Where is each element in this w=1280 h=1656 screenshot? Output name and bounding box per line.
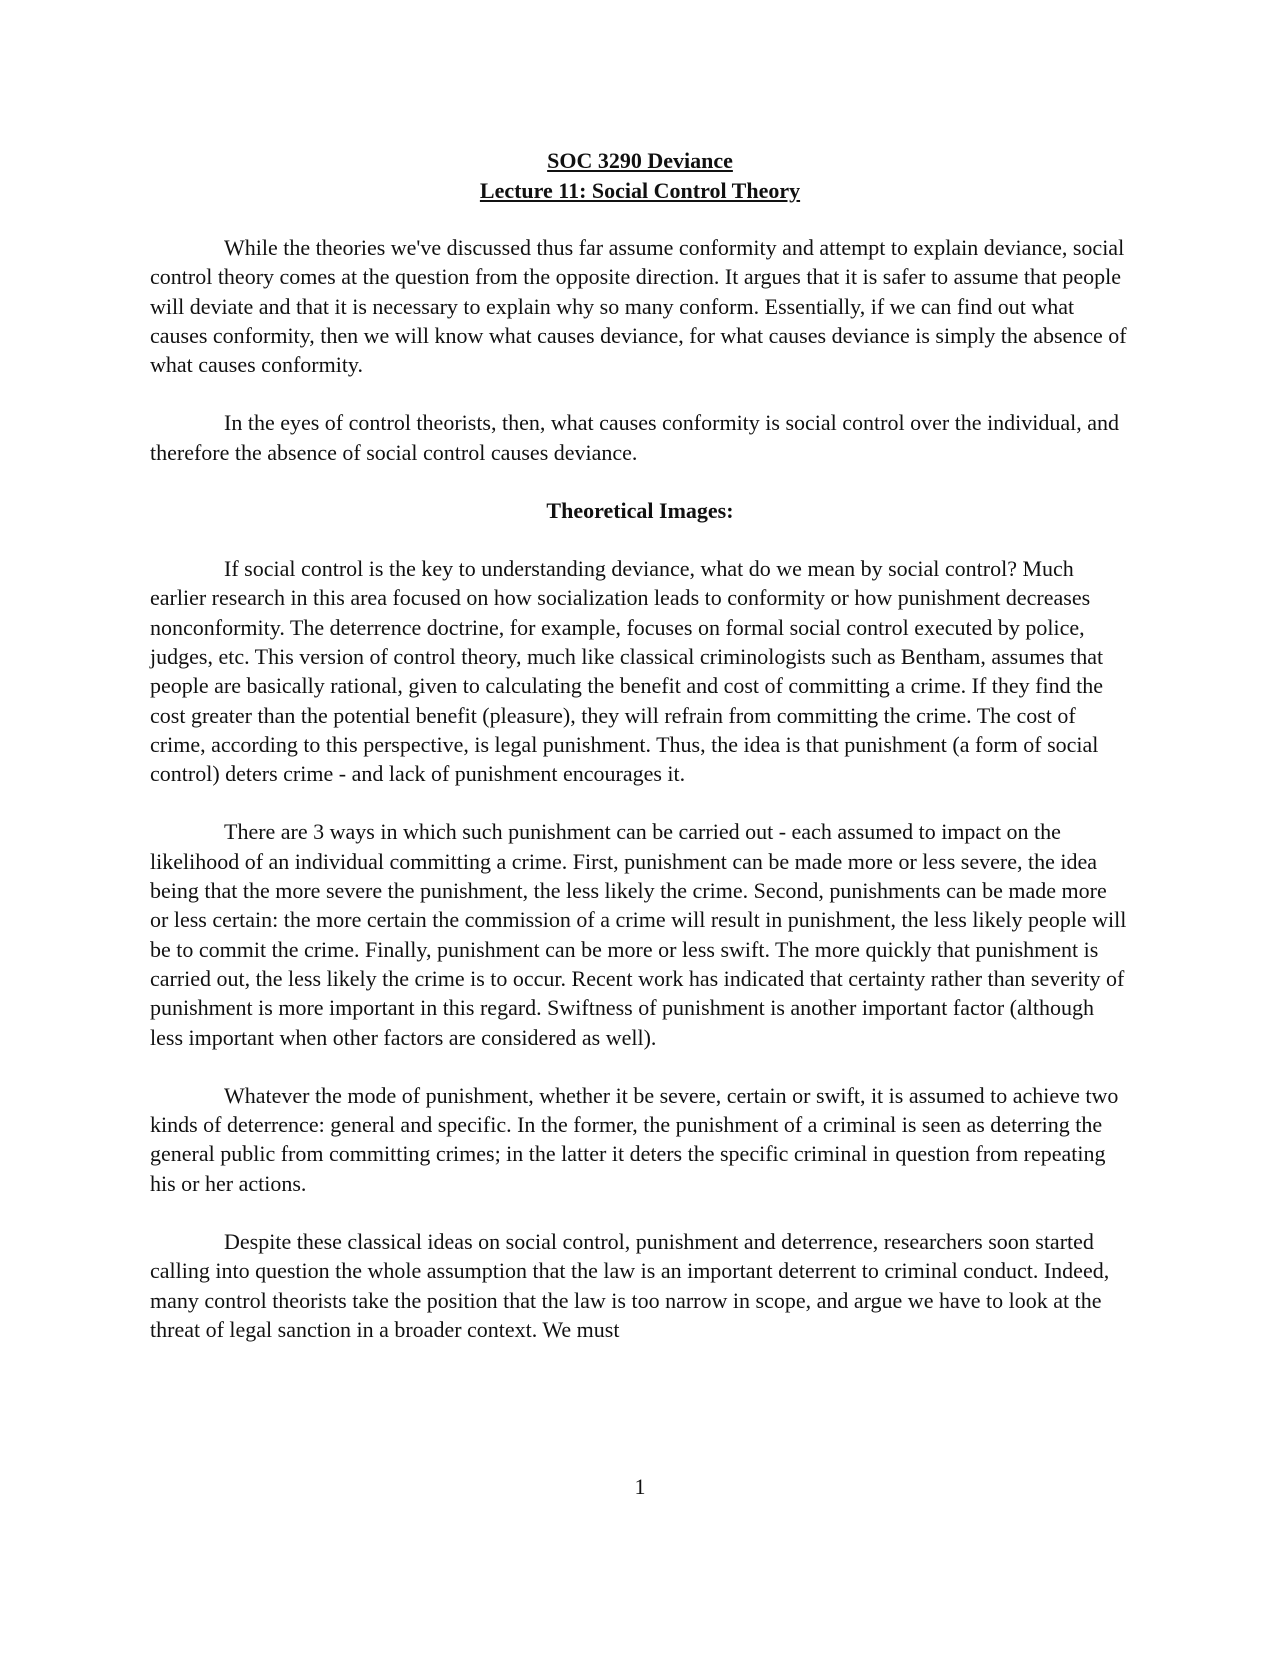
paragraph: There are 3 ways in which such punishment can be carried out - each assumed to impact on the likelihood of an individual committing a crime. First, punishment can be made more or less severe, the idea being that the more severe the punishment, the less likely the crime. Second, punishments can be made more or less certain: the more certain the commission of a crime will result in punishment, the less likely people will be to commit the crime. Finally, punishment can be more or less swift. The more quickly that punishment is carried out, the less likely the crime is to occur. Recent work has indicated that certainty rather than severity of punishment is more important in this regard. Swiftness of punishment is another important factor (although less important when other factors are considered as well).	[150, 819, 1127, 1050]
title-block	[150, 146, 1130, 206]
page-number: 1	[634, 1474, 646, 1499]
paragraph: In the eyes of control theorists, then, what causes conformity is social control over the individual, and therefore the absence of social control causes deviance.	[150, 410, 1120, 465]
paragraph: While the theories we've discussed thus far assume conformity and attempt to explain deviance, social control theory comes at the question from the opposite direction. It argues that it is safer to assume that people will deviate and that it is necessary to explain why so many conform. Essentially, if we can find out what causes conformity, then we will know what causes deviance, for what causes deviance is simply the absence of what causes conformity.	[150, 235, 1127, 378]
section-heading: Theoretical Images:	[546, 498, 734, 524]
paragraph: Despite these classical ideas on social control, punishment and deterrence, researchers soon started calling into question the whole assumption that the law is an important deterrent to criminal conduct. Indeed, many control theorists take the position that the law is too narrow in scope, and argue we have to look at the threat of legal sanction in a broader context. We must	[150, 1229, 1110, 1342]
paragraph: If social control is the key to understanding deviance, what do we mean by social control? Much earlier research in this area focused on how socialization leads to conformity or how punishment decreases nonconformity. The deterrence doctrine, for example, focuses on formal social control executed by police, judges, etc. This version of control theory, much like classical criminologists such as Bentham, assumes that people are basically rational, given to calculating the benefit and cost of committing a crime. If they find the cost greater than the potential benefit (pleasure), they will refrain from committing the crime. The cost of crime, according to this perspective, is legal punishment. Thus, the idea is that punishment (a form of social control) deters crime - and lack of punishment encourages it.	[150, 556, 1104, 787]
lecture-title: Lecture 11: Social Control Theory	[479, 178, 801, 203]
document-page	[150, 146, 1130, 1373]
course-title: SOC 3290 Deviance	[547, 148, 733, 173]
paragraph: Whatever the mode of punishment, whether it be severe, certain or swift, it is assumed to achieve two kinds of deterrence: general and specific. In the former, the punishment of a criminal is seen as deterring the general public from committing crimes; in the latter it deters the specific criminal in question from repeating his or her actions.	[150, 1082, 1119, 1196]
